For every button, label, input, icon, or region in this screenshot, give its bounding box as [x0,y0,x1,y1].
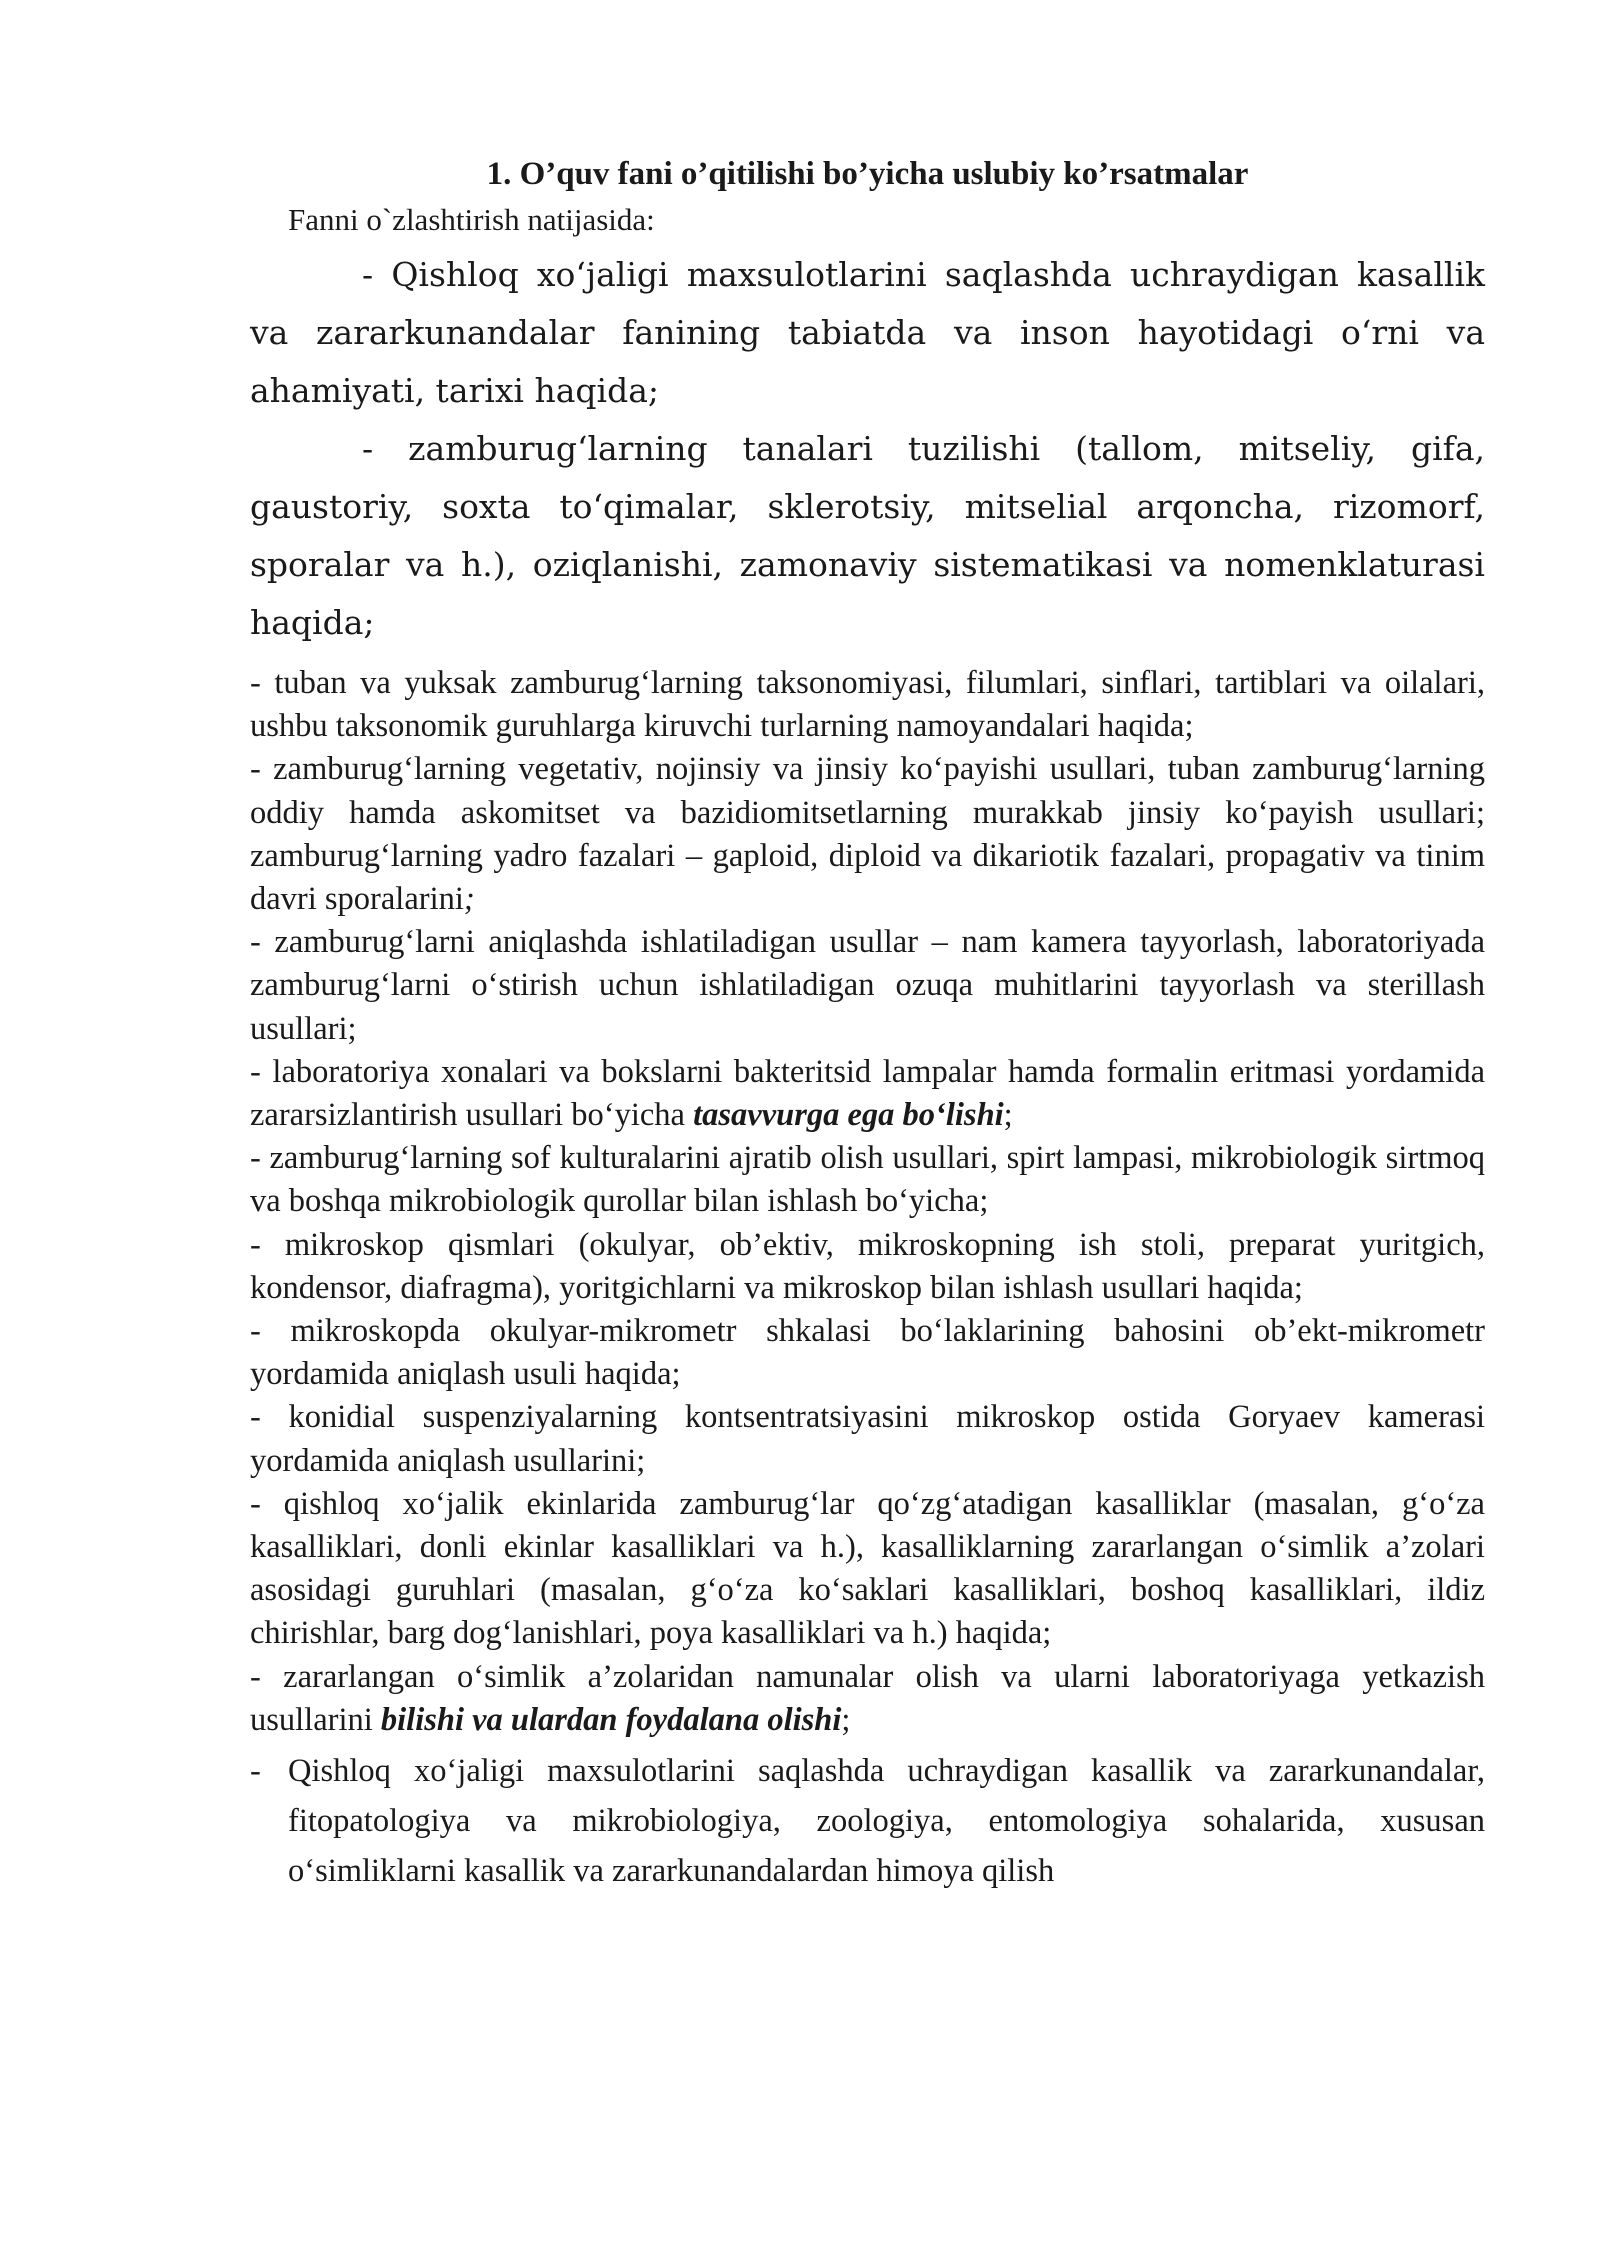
emphasis-text: bilishi va ulardan foydalana olishi [380,1701,842,1738]
list-dash: - [250,1753,261,1790]
item-punctuation: ; [841,1701,851,1738]
outcome-item-identification: - zamburug‘larni aniqlashda ishlatiladigan usullar – nam kamera tayyorlash, laboratoriyada zamburug‘larni o‘stirish uchun ishlatiladigan ozuqa muhitlarini tayyorlash va sterillash usullari; [250,924,1485,1047]
outcome-item-goryaev: - konidial suspenziyalarning kontsentratsiyasini mikroskop ostida Goryaev kamerasi yordamida aniqlash usullarini; [250,1399,1485,1479]
intro-line: Fanni o`zlashtirish natijasida: [288,202,655,237]
document-body [250,152,1485,1896]
outcome-item-microscope-parts: - mikroskop qismlari (okulyar, ob’ektiv, mikroskopning ish stoli, preparat yuritgich, kondensor, diafragma), yoritgichlarni va mikroskop bilan ishlash usullari haqida; [250,1226,1485,1306]
emphasis-text: tasavvurga ega bo‘lishi [693,1097,1004,1134]
outcome-item-history: - Qishloq xo‘jaligi maxsulotlarini saqlashda uchraydigan kasallik va zararkunandalar fanining tabiatda va inson hayotidagi o‘rni va ahamiyati, tarixi haqida; [250,255,1485,410]
item-punctuation: ; [1003,1097,1013,1134]
section-title: 1. O’quv fani o’qitilishi bo’yicha uslubiy ko’rsatmalar [486,156,1249,192]
item-text: Qishloq xo‘jaligi maxsulotlarini saqlashda uchraydigan kasallik va zararkunandalar, fitopatologiya va mikrobiologiya, zoologiya, entomologiya sohalarida, xususan o‘simliklarni kasallik va zararkunandalardan himoya qilish [288,1753,1485,1890]
item-punctuation: ; [463,881,475,918]
outcome-item-crop-diseases: - qishloq xo‘jalik ekinlarida zamburug‘lar qo‘zg‘atadigan kasalliklar (masalan, g‘o‘za kasalliklari, donli ekinlar kasalliklari va h.), kasalliklarning zararlangan o‘simlik a’zolari asosidagi guruhlari (masalan, g‘o‘za ko‘saklari kasalliklari, boshoq kasalliklari, ildiz chirishlar, barg dog‘lanishlari, poya kasalliklari va h.) haqida; [250,1485,1485,1652]
item-text: - zararlangan o‘simlik a’zolaridan namunalar olish va ularni laboratoriyaga yetkazish usullarini [250,1658,1485,1738]
outcome-item-reproduction [250,748,1485,921]
item-text: - laboratoriya xonalari va bokslarni bakteritsid lampalar hamda formalin eritmasi yordamida zararsizlantirish usullari bo‘yicha [250,1053,1485,1134]
outcome-item-micrometer: - mikroskopda okulyar-mikrometr shkalasi bo‘laklarining bahosini ob’ekt-mikrometr yordamida aniqlash usuli haqida; [250,1313,1485,1393]
outcome-item-sampling [250,1656,1485,1742]
outcome-item-taxonomy: - tuban va yuksak zamburug‘larning taksonomiyasi, filumlari, sinflari, tartiblari va oilalari, ushbu taksonomik guruhlarga kiruvchi turlarning namoyandalari haqida; [250,665,1485,745]
item-text: - zamburug‘larning vegetativ, nojinsiy va jinsiy ko‘payishi usullari, tuban zamburug‘larning oddiy hamda askomitset va bazidiomitsetlarning murakkab jinsiy ko‘payish usullari; zamburug‘larning yadro fazalari – gaploid, diploid va dikariotik fazalari, propagativ va tinim davri sporalarini [250,751,1485,918]
outcome-item-structure: - zamburug‘larning tanalari tuzilishi (tallom, mitseliy, gifa, gaustoriy, soxta to‘qimalar, sklerotsiy, mitselial arqoncha, rizomorf, sporalar va h.), oziqlanishi, zamonaviy sistematikasi va nomenklaturasi haqida; [250,429,1485,642]
outcome-item-sterilization [250,1051,1485,1137]
outcome-item-fields [250,1746,1485,1896]
outcome-item-pure-cultures: - zamburug‘larning sof kulturalarini ajratib olish usullari, spirt lampasi, mikrobiologik sirtmoq va boshqa mikrobiologik qurollar bilan ishlash bo‘yicha; [250,1140,1485,1220]
